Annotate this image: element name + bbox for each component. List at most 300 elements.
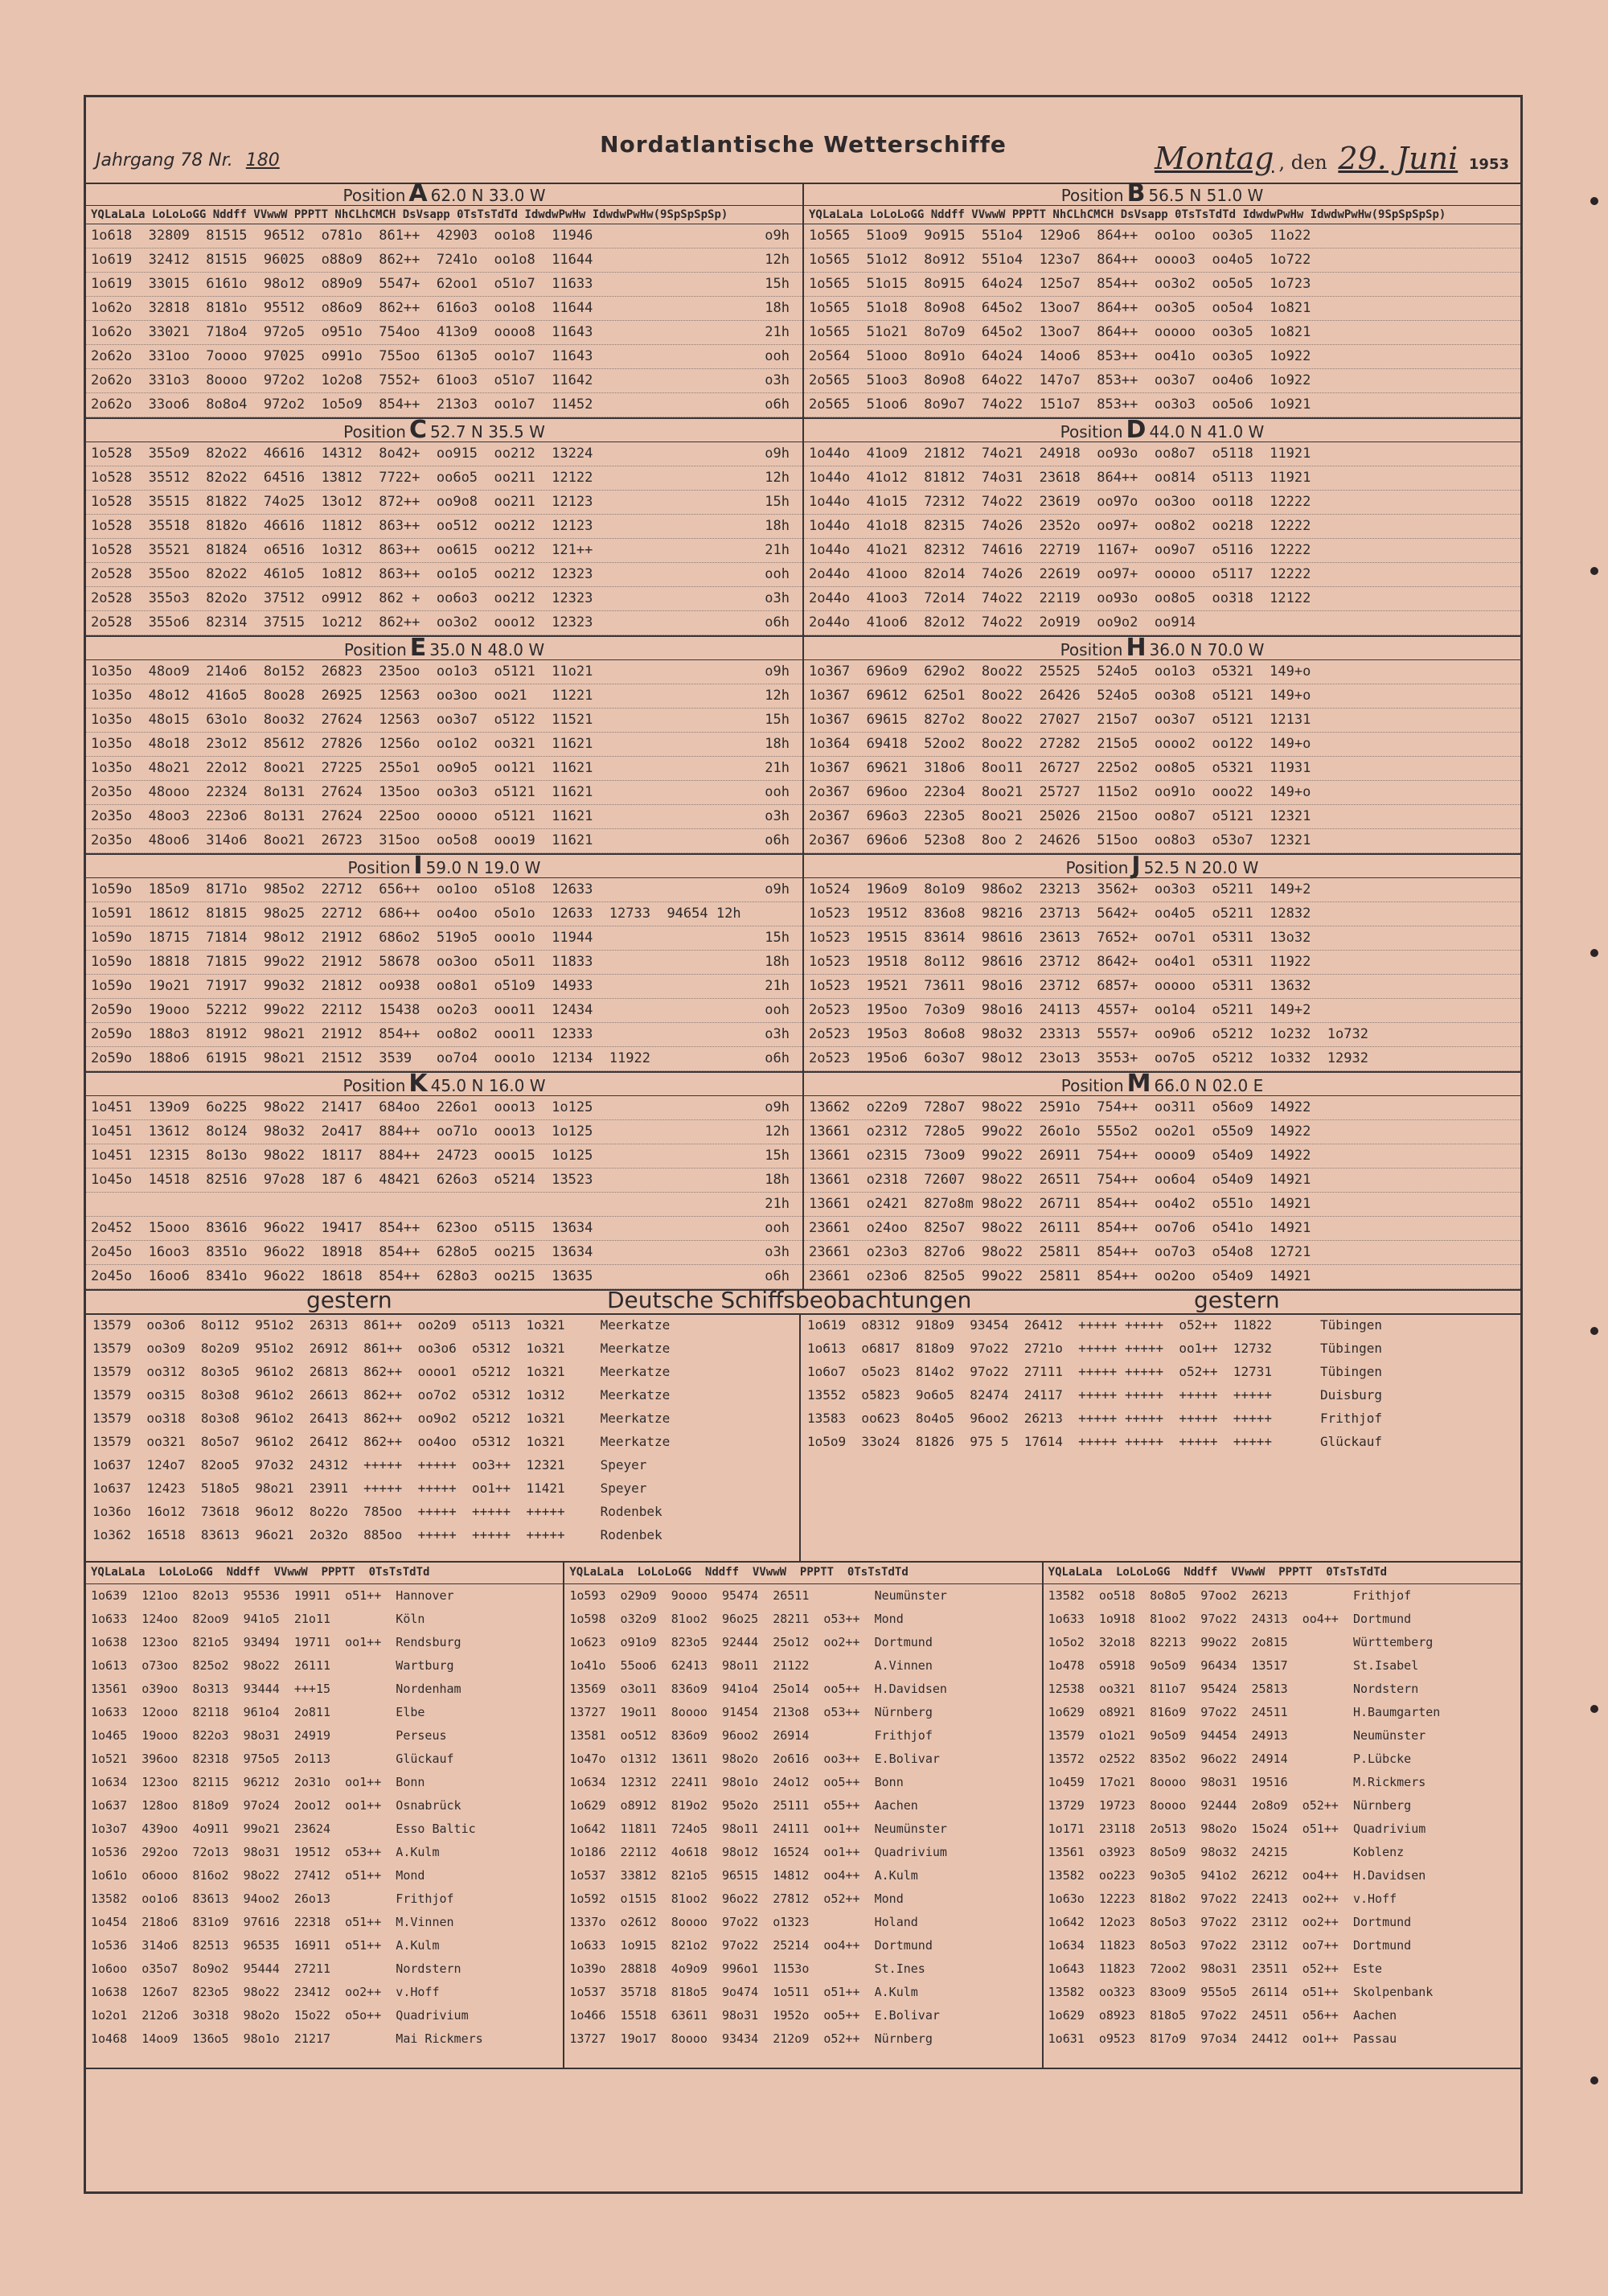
row-values: 2o367 696oo 223o4 8oo21 25727 115o2 oo91o ooo22 149+o xyxy=(809,784,1311,800)
obs-time: 15h xyxy=(765,712,790,728)
ship-name: Meerkatze xyxy=(600,1317,671,1333)
data-row xyxy=(804,1193,1520,1217)
issue-number: Jahrgang 78 Nr. 180 xyxy=(96,150,287,170)
ship-obs-left xyxy=(86,1313,799,1561)
row-values: 2o44o 41oo3 72o14 74o22 22119 oo93o oo8o5 oo318 12122 xyxy=(809,590,1311,606)
ship-observations xyxy=(86,1313,1520,1563)
obs-time: 12h xyxy=(765,252,790,268)
data-row xyxy=(804,1217,1520,1241)
data-row xyxy=(804,975,1520,999)
data-row xyxy=(804,345,1520,369)
data-row xyxy=(86,975,802,999)
obs-row: 1o41o 55oo6 62413 98o11 21122 A.Vinnen xyxy=(569,1658,933,1673)
land-col-2-header: YQLaLaLa LoLoLoGG Nddff VVwwW PPPTT 0TsTsTdTd xyxy=(564,1561,1041,1584)
position-d-block xyxy=(802,416,1520,635)
row-values: 2o35o 48oo3 223o6 8o131 27624 225oo ooooo o5121 11621 xyxy=(91,808,593,824)
row-values: 2o528 355o3 82o2o 37512 o9912 862 + oo6o3 oo212 12323 xyxy=(91,590,593,606)
obs-row: 13582 oo223 9o3o5 941o2 26212 oo4++ H.Davidsen xyxy=(1048,1868,1426,1883)
obs-row: 1o478 o5918 9o5o9 96434 13517 St.Isabel xyxy=(1048,1658,1419,1673)
obs-row: 1o642 11811 724o5 98o11 24111 oo1++ Neumünster xyxy=(569,1822,947,1836)
row-values: 23661 o24oo 825o7 98o22 26111 854++ oo7o6 o541o 14921 xyxy=(809,1220,1311,1236)
row-values: 2o62o 331o3 8oooo 972o2 1o2o8 7552+ 61oo3 o51o7 11642 xyxy=(91,372,593,388)
data-row xyxy=(804,393,1520,417)
obs-row: 1337o o2612 8oooo 97o22 o1323 Holand xyxy=(569,1915,918,1929)
ship-row xyxy=(86,1523,799,1546)
data-row xyxy=(86,878,802,902)
data-row xyxy=(804,539,1520,563)
position-label: Position xyxy=(343,1076,406,1095)
data-row xyxy=(86,1023,802,1047)
position-h-block xyxy=(802,634,1520,853)
obs-time: o6h xyxy=(765,832,790,848)
ship-values: 1o637 124o7 82oo5 97o32 24312 +++++ +++++ oo3++ 12321 xyxy=(92,1457,565,1472)
position-row xyxy=(86,634,1520,855)
land-col-3 xyxy=(1042,1561,1520,2068)
data-row xyxy=(86,393,802,417)
obs-row: 1o631 o9523 817o9 97o34 24412 oo1++ Passau xyxy=(1048,2031,1397,2046)
obs-row: 1o593 o29o9 9oooo 95474 26511 Neumünster xyxy=(569,1588,947,1603)
position-letter: H xyxy=(1126,634,1147,662)
row-values: 1o59o 185o9 8171o 985o2 22712 656++ oo1oo o51o8 12633 xyxy=(91,881,593,897)
obs-row: 1o186 22112 4o618 98o12 16524 oo1++ Quadrivium xyxy=(569,1845,947,1859)
row-values: 1o59o 19o21 71917 99o32 21812 oo938 oo8o1 o51o9 14933 xyxy=(91,978,593,994)
land-col-1 xyxy=(86,1561,563,2068)
ship-row xyxy=(801,1407,1520,1430)
ship-row xyxy=(86,1313,799,1337)
obs-time: o3h xyxy=(765,1026,790,1042)
data-row xyxy=(86,515,802,539)
obs-time: 21h xyxy=(765,1196,790,1212)
data-row xyxy=(804,321,1520,345)
ship-values: 13579 oo312 8o3o5 961o2 26813 862++ oooo1 o5212 1o321 xyxy=(92,1364,565,1379)
data-row xyxy=(86,829,802,853)
obs-row: 13582 oo1o6 83613 94oo2 26o13 Frithjof xyxy=(91,1891,454,1906)
ship-row xyxy=(86,1500,799,1523)
obs-row: 1o633 12ooo 82118 961o4 2o811 Elbe xyxy=(91,1705,425,1719)
row-values: 2o45o 16oo6 8341o 96o22 18618 854++ 628o3 oo215 13635 xyxy=(91,1268,593,1284)
row-values: 1o528 35518 8182o 46616 11812 863++ oo512 oo212 12123 xyxy=(91,518,593,534)
data-row xyxy=(804,611,1520,635)
obs-time: 21h xyxy=(765,978,790,994)
obs-time: o3h xyxy=(765,372,790,388)
column-header: YQLaLaLa LoLoLoGG Nddff VVwwW PPPTT NhCLhCMCH DsVsapp 0TsTsTdTd IdwdwPwHw IdwdwPwHw(9SpSpSpSp) xyxy=(86,206,802,224)
obs-row: 1o468 14oo9 136o5 98o1o 21217 Mai Rickmers xyxy=(91,2031,483,2046)
obs-row: 1o633 1o915 821o2 97o22 25214 oo4++ Dortmund xyxy=(569,1938,933,1953)
ship-name: Meerkatze xyxy=(600,1411,671,1426)
row-values: 2o35o 48ooo 22324 8o131 27624 135oo oo3o3 o5121 11621 xyxy=(91,784,593,800)
obs-time: ooh xyxy=(765,1002,790,1018)
obs-row: 12538 oo321 811o7 95424 25813 Nordstern xyxy=(1048,1682,1419,1696)
obs-time: o3h xyxy=(765,808,790,824)
data-row xyxy=(804,805,1520,829)
obs-row: 1o623 o91o9 823o5 92444 25o12 oo2++ Dortmund xyxy=(569,1635,933,1649)
row-values: 2o367 696o3 223o5 8oo21 25026 215oo oo8o7 o5121 12321 xyxy=(809,808,1311,824)
position-c-block xyxy=(86,416,802,635)
row-values: 2o528 355o6 82314 37515 1o212 862++ oo3o2 ooo12 12323 xyxy=(91,614,593,630)
report-frame xyxy=(84,95,1523,2194)
obs-time: o6h xyxy=(765,1268,790,1284)
ship-name: Rodenbek xyxy=(600,1527,662,1542)
obs-row: 1o634 12312 22411 98o1o 24o12 oo5++ Bonn xyxy=(569,1775,904,1789)
data-row xyxy=(804,587,1520,611)
position-letter: K xyxy=(408,1070,428,1098)
position-row xyxy=(86,1070,1520,1291)
obs-time: 15h xyxy=(765,276,790,292)
row-values: 1o44o 41o18 82315 74o26 2352o oo97+ oo8o2 oo218 12222 xyxy=(809,518,1311,534)
ship-name: Meerkatze xyxy=(600,1434,671,1449)
ship-values: 1o362 16518 83613 96o21 2o32o 885oo +++++ +++++ +++++ xyxy=(92,1527,565,1542)
data-row xyxy=(804,297,1520,321)
obs-row: 13561 o3923 8o5o9 98o32 24215 Koblenz xyxy=(1048,1845,1405,1859)
obs-row: 1o637 128oo 818o9 97o24 2oo12 oo1++ Osnabrück xyxy=(91,1798,461,1813)
row-values: 1o618 32809 81515 96512 o781o 861++ 42903 oo1o8 11946 xyxy=(91,228,593,244)
row-values: 1o528 355o9 82o22 46616 14312 8o42+ oo915 oo212 13224 xyxy=(91,446,593,462)
ship-name: Rodenbek xyxy=(600,1504,662,1519)
row-values: 1o44o 41o12 81812 74o31 23618 864++ oo814 o5113 11921 xyxy=(809,470,1311,486)
obs-row: 1o629 o8923 818o5 97o22 24511 o56++ Aachen xyxy=(1048,2008,1397,2023)
row-values: 1o35o 48o15 63o1o 8oo32 27624 12563 oo3o7 o5122 11521 xyxy=(91,712,593,728)
data-row xyxy=(86,733,802,757)
data-row xyxy=(804,1265,1520,1289)
row-values: 1o35o 48o12 416o5 8oo28 26925 12563 oo3oo oo21 11221 xyxy=(91,688,593,704)
position-i-block xyxy=(86,852,802,1071)
row-values: 1o35o 48o18 23o12 85612 27826 1256o oo1o2 oo321 11621 xyxy=(91,736,593,752)
position-letter: B xyxy=(1126,179,1146,207)
row-values: 2o59o 188o3 81912 98o21 21912 854++ oo8o2 ooo11 12333 xyxy=(91,1026,593,1042)
obs-row: 13729 19723 8oooo 92444 2o8o9 o52++ Nürnberg xyxy=(1048,1798,1412,1813)
obs-time: 15h xyxy=(765,930,790,946)
obs-time: 12h xyxy=(765,470,790,486)
data-row xyxy=(86,442,802,466)
data-row xyxy=(86,611,802,635)
row-values: 1o44o 41o15 72312 74o22 23619 oo97o oo3oo oo118 12222 xyxy=(809,494,1311,510)
row-values: 2o523 195oo 7o3o9 98o16 24113 4557+ oo1o4 o5211 149+2 xyxy=(809,1002,1311,1018)
obs-time: ooh xyxy=(765,784,790,800)
position-coords: 59.0 N 19.0 W xyxy=(425,858,541,877)
obs-row: 1o39o 28818 4o9o9 996o1 1153o St.Ines xyxy=(569,1961,925,1976)
data-row xyxy=(86,1120,802,1144)
obs-time: 18h xyxy=(765,1172,790,1188)
position-label: Position xyxy=(1060,640,1123,659)
obs-time: 21h xyxy=(765,760,790,776)
data-row xyxy=(86,1144,802,1169)
row-values: 1o45o 14518 82516 97o28 187 6 48421 626o3 o5214 13523 xyxy=(91,1172,593,1188)
position-title xyxy=(86,852,802,880)
obs-row: 1o536 292oo 72o13 98o31 19512 o53++ A.Kulm xyxy=(91,1845,440,1859)
row-values: 1o565 51o18 8o9o8 645o2 13oo7 864++ oo3o5 oo5o4 1o821 xyxy=(809,300,1311,316)
obs-time: o6h xyxy=(765,1050,790,1066)
obs-time: 18h xyxy=(765,518,790,534)
land-observations xyxy=(86,1561,1520,2069)
data-row xyxy=(86,466,802,491)
ship-row xyxy=(86,1383,799,1407)
obs-row: 1o634 11823 8o5o3 97o22 23112 oo7++ Dortmund xyxy=(1048,1938,1412,1953)
data-row xyxy=(86,757,802,781)
obs-time: ooh xyxy=(765,348,790,364)
row-values: 2o59o 188o6 61915 98o21 21512 3539 oo7o4 ooo1o 12134 11922 xyxy=(91,1050,650,1066)
ship-values: 1o619 o8312 918o9 93454 26412 +++++ +++++ o52++ 11822 xyxy=(807,1317,1272,1333)
row-values: 2o523 195o6 6o3o7 98o12 23o13 3553+ oo7o5 o5212 1o332 12932 xyxy=(809,1050,1368,1066)
row-values: 1o528 35521 81824 o6516 1o312 863++ oo615 oo212 121++ xyxy=(91,542,593,558)
ship-name: Frithjof xyxy=(1319,1411,1383,1426)
row-values: 2o565 51oo3 8o9o8 64o22 147o7 853++ oo3o7 oo4o6 1o922 xyxy=(809,372,1311,388)
obs-row: 1o613 o73oo 825o2 98o22 26111 Wartburg xyxy=(91,1658,454,1673)
row-values: 2o564 51ooo 8o91o 64o24 14oo6 853++ oo41o oo3o5 1o922 xyxy=(809,348,1311,364)
ship-values: 13579 oo321 8o5o7 961o2 26412 862++ oo4oo o5312 1o321 xyxy=(92,1434,565,1449)
obs-time: o6h xyxy=(765,396,790,413)
position-m-block xyxy=(802,1070,1520,1289)
row-values: 1o44o 41oo9 21812 74o21 24918 oo93o oo8o7 o5118 11921 xyxy=(809,446,1311,462)
year: 1953 xyxy=(1468,156,1509,173)
obs-row: 1o63o 12223 818o2 97o22 22413 oo2++ v.Hoff xyxy=(1048,1891,1397,1906)
position-letter: J xyxy=(1131,852,1141,880)
obs-row: 1o633 1o918 81oo2 97o22 24313 oo4++ Dortmund xyxy=(1048,1612,1412,1626)
obs-row: 1o6oo o35o7 8o9o2 95444 27211 Nordstern xyxy=(91,1961,461,1976)
data-row xyxy=(86,587,802,611)
row-values: 1o619 33015 6161o 98o12 o89o9 5547+ 62oo1 o51o7 11633 xyxy=(91,276,593,292)
row-values: 1o35o 48o21 22o12 8oo21 27225 255o1 oo9o5 oo121 11621 xyxy=(91,760,593,776)
row-values: 1o62o 33021 718o4 972o5 o951o 754oo 413o9 oooo8 11643 xyxy=(91,324,593,340)
data-row xyxy=(804,926,1520,951)
obs-row: 13581 oo512 836o9 96oo2 26914 Frithjof xyxy=(569,1728,933,1743)
data-row xyxy=(804,273,1520,297)
row-values: 2o528 355oo 82o22 461o5 1o812 863++ oo1o5 oo212 12323 xyxy=(91,566,593,582)
data-row xyxy=(804,999,1520,1023)
row-values: 1o619 32412 81515 96025 o88o9 862++ 7241o oo1o8 11644 xyxy=(91,252,593,268)
obs-time: 21h xyxy=(765,542,790,558)
data-row xyxy=(86,491,802,515)
data-row xyxy=(804,491,1520,515)
obs-row: 1o643 11823 72oo2 98o31 23511 o52++ Este xyxy=(1048,1961,1383,1976)
punch-hole xyxy=(1590,949,1598,957)
data-row xyxy=(804,442,1520,466)
position-letter: C xyxy=(408,416,428,444)
ship-name: Tübingen xyxy=(1319,1341,1383,1356)
obs-row: 1o638 123oo 821o5 93494 19711 oo1++ Rendsburg xyxy=(91,1635,461,1649)
ship-obs-title: Deutsche Schiffsbeobachtungen xyxy=(607,1287,972,1313)
ship-name: Duisburg xyxy=(1319,1387,1383,1403)
position-label: Position xyxy=(1060,422,1123,442)
position-title xyxy=(804,1070,1520,1098)
position-title xyxy=(804,634,1520,662)
obs-time: o9h xyxy=(765,446,790,462)
obs-time: o3h xyxy=(765,1244,790,1260)
obs-row: 1o459 17o21 8oooo 98o31 19516 M.Rickmers xyxy=(1048,1775,1426,1789)
position-title xyxy=(804,852,1520,880)
position-title xyxy=(86,634,802,662)
obs-time: 12h xyxy=(765,1123,790,1140)
obs-row: 1o642 12o23 8o5o3 97o22 23112 oo2++ Dortmund xyxy=(1048,1915,1412,1929)
position-title xyxy=(804,179,1520,207)
data-row xyxy=(86,539,802,563)
obs-row: 1o454 218o6 831o9 97616 22318 o51++ M.Vinnen xyxy=(91,1915,454,1929)
position-coords: 52.5 N 20.0 W xyxy=(1143,858,1259,877)
row-values: 2o45o 16oo3 8351o 96o22 18918 854++ 628o5 oo215 13634 xyxy=(91,1244,593,1260)
data-row xyxy=(86,563,802,587)
ship-name: Tübingen xyxy=(1319,1317,1383,1333)
obs-row: 1o521 396oo 82318 975o5 2o113 Glückauf xyxy=(91,1752,454,1766)
data-row xyxy=(804,684,1520,709)
row-values: 1o367 696o9 629o2 8oo22 25525 524o5 oo1o3 o5321 149+o xyxy=(809,663,1311,680)
position-label: Position xyxy=(343,186,406,205)
data-row xyxy=(86,709,802,733)
ship-values: 13579 oo3o9 8o2o9 951o2 26912 861++ oo3o6 o5312 1o321 xyxy=(92,1341,565,1356)
data-row xyxy=(804,515,1520,539)
data-row xyxy=(86,321,802,345)
issue-number-value: 180 xyxy=(245,150,280,170)
ship-values: 13583 oo623 8o4o5 96oo2 26213 +++++ +++++ +++++ +++++ xyxy=(807,1411,1272,1426)
obs-row: 1o2o1 212o6 3o318 98o2o 15o22 o5o++ Quadrivium xyxy=(91,2008,469,2023)
obs-time: 15h xyxy=(765,494,790,510)
position-row xyxy=(86,852,1520,1073)
obs-time: 12h xyxy=(765,688,790,704)
row-values: 2o44o 41ooo 82o14 74o26 22619 oo97+ ooooo o5117 12222 xyxy=(809,566,1311,582)
ship-values: 1o5o9 33o24 81826 975 5 17614 +++++ +++++ +++++ +++++ xyxy=(807,1434,1272,1449)
ship-values: 1o613 o6817 818o9 97o22 2721o +++++ +++++ oo1++ 12732 xyxy=(807,1341,1272,1356)
data-row xyxy=(86,297,802,321)
position-coords: 66.0 N 02.0 E xyxy=(1154,1076,1264,1095)
row-values: 1o523 19521 73611 98o16 23712 6857+ ooooo o5311 13632 xyxy=(809,978,1311,994)
data-row xyxy=(804,1120,1520,1144)
data-row xyxy=(804,1047,1520,1071)
obs-time: o9h xyxy=(765,881,790,897)
obs-time: 18h xyxy=(765,954,790,970)
data-row xyxy=(86,660,802,684)
punch-hole xyxy=(1590,567,1598,575)
data-row xyxy=(86,951,802,975)
obs-row: 1o47o o1312 13611 98o2o 2o616 oo3++ E.Bolivar xyxy=(569,1752,940,1766)
obs-time: 21h xyxy=(765,324,790,340)
data-row xyxy=(86,684,802,709)
ship-name: Meerkatze xyxy=(600,1341,671,1356)
position-letter: I xyxy=(413,852,423,880)
obs-row: 1o598 o32o9 81oo2 96o25 28211 o53++ Mond xyxy=(569,1612,904,1626)
data-row xyxy=(804,563,1520,587)
position-coords: 52.7 N 35.5 W xyxy=(430,422,545,442)
punch-hole xyxy=(1590,1327,1598,1335)
obs-row: 1o61o o6ooo 816o2 98o22 27412 o51++ Mond xyxy=(91,1868,425,1883)
ship-row xyxy=(86,1453,799,1477)
position-title xyxy=(86,1070,802,1098)
ship-obs-right xyxy=(799,1313,1520,1561)
row-values: 1o367 69615 827o2 8oo22 27027 215o7 oo3o7 o5121 12131 xyxy=(809,712,1311,728)
obs-time: o9h xyxy=(765,228,790,244)
row-values: 1o451 13612 8o124 98o32 2o417 884++ oo71o ooo13 1o125 xyxy=(91,1123,593,1140)
data-row xyxy=(804,248,1520,273)
data-row xyxy=(804,781,1520,805)
data-row xyxy=(86,1241,802,1265)
obs-row: 1o629 o8912 819o2 95o2o 25111 o55++ Aachen xyxy=(569,1798,918,1813)
obs-time: ooh xyxy=(765,1220,790,1236)
obs-row: 1o536 314o6 82513 96535 16911 o51++ A.Kulm xyxy=(91,1938,440,1953)
position-coords: 56.5 N 51.0 W xyxy=(1148,186,1264,205)
position-label: Position xyxy=(347,858,411,877)
row-values: 1o451 12315 8o13o 98o22 18117 884++ 24723 ooo15 1o125 xyxy=(91,1148,593,1164)
obs-row: 1o629 o8921 816o9 97o22 24511 H.Baumgarten xyxy=(1048,1705,1441,1719)
obs-row: 1o638 126o7 823o5 98o22 23412 oo2++ v.Hoff xyxy=(91,1985,440,1999)
page-title: Nordatlantische Wetterschiffe xyxy=(600,131,1007,158)
position-row xyxy=(86,179,1520,419)
data-row xyxy=(86,345,802,369)
data-row xyxy=(804,466,1520,491)
data-row xyxy=(804,829,1520,853)
position-label: Position xyxy=(1060,186,1124,205)
position-a-block xyxy=(86,179,802,417)
data-row xyxy=(86,805,802,829)
row-values: 1o528 35512 82o22 64516 13812 7722+ oo6o5 oo211 12122 xyxy=(91,470,593,486)
obs-row: 13579 o1o21 9o5o9 94454 24913 Neumünster xyxy=(1048,1728,1426,1743)
data-row xyxy=(86,1265,802,1289)
obs-row: 1o537 35718 818o5 9o474 1o511 o51++ A.Kulm xyxy=(569,1985,918,1999)
row-values: 1o591 18612 81815 98o25 22712 686++ oo4oo o5o1o 12633 12733 94654 12h xyxy=(91,906,741,922)
data-row xyxy=(804,951,1520,975)
data-row xyxy=(804,369,1520,393)
data-row xyxy=(804,224,1520,248)
position-title xyxy=(86,179,802,207)
obs-time: 18h xyxy=(765,300,790,316)
data-row xyxy=(86,926,802,951)
obs-row: 1o171 23118 2o513 98o2o 15o24 o51++ Quadrivium xyxy=(1048,1822,1426,1836)
data-row xyxy=(86,273,802,297)
obs-row: 1o634 123oo 82115 96212 2o31o oo1++ Bonn xyxy=(91,1775,425,1789)
ship-row xyxy=(801,1383,1520,1407)
row-values: 1o367 69612 625o1 8oo22 26426 524o5 oo3o8 o5121 149+o xyxy=(809,688,1311,704)
row-values: 1o528 35515 81822 74o25 13o12 872++ oo9o8 oo211 12123 xyxy=(91,494,593,510)
data-row xyxy=(86,1217,802,1241)
row-values: 2o59o 19ooo 52212 99o22 22112 15438 oo2o3 ooo11 12434 xyxy=(91,1002,593,1018)
position-label: Position xyxy=(343,640,407,659)
position-coords: 35.0 N 48.0 W xyxy=(429,640,545,659)
ship-values: 13552 o5823 9o6o5 82474 24117 +++++ +++++ +++++ +++++ xyxy=(807,1387,1272,1403)
obs-row: 1o633 124oo 82oo9 941o5 21o11 Köln xyxy=(91,1612,425,1626)
ship-values: 13579 oo315 8o3o8 961o2 26613 862++ oo7o2 o5312 1o312 xyxy=(92,1387,565,1403)
obs-time: o9h xyxy=(765,663,790,680)
data-row xyxy=(86,224,802,248)
column-header: YQLaLaLa LoLoLoGG Nddff VVwwW PPPTT NhCLhCMCH DsVsapp 0TsTsTdTd IdwdwPwHw IdwdwPwHw(9SpSpSpSp) xyxy=(804,206,1520,224)
obs-row: 1o5o2 32o18 82213 99o22 2o815 Württemberg xyxy=(1048,1635,1434,1649)
position-letter: A xyxy=(408,179,428,207)
position-label: Position xyxy=(343,422,406,442)
position-e-block xyxy=(86,634,802,853)
data-row xyxy=(804,733,1520,757)
data-row xyxy=(86,781,802,805)
data-row xyxy=(804,1241,1520,1265)
obs-row: 13582 oo518 8o8o5 97oo2 26213 Frithjof xyxy=(1048,1588,1412,1603)
row-values: 1o524 196o9 8o1o9 986o2 23213 3562+ oo3o3 o5211 149+2 xyxy=(809,881,1311,897)
position-title xyxy=(804,416,1520,444)
obs-time: 18h xyxy=(765,736,790,752)
ship-name: Tübingen xyxy=(1319,1364,1383,1379)
obs-row: 13582 oo323 83oo9 955o5 26114 o51++ Skolpenbank xyxy=(1048,1985,1434,1999)
weather-ship-grid xyxy=(86,179,1520,1291)
data-row xyxy=(86,248,802,273)
report-header xyxy=(86,97,1520,184)
den-label: , den xyxy=(1278,151,1327,174)
obs-row: 1o639 121oo 82o13 95536 19911 o51++ Hannover xyxy=(91,1588,454,1603)
obs-time: o9h xyxy=(765,1099,790,1115)
row-values: 1o523 19518 8o112 98616 23712 8642+ oo4o1 o5311 11922 xyxy=(809,954,1311,970)
data-row xyxy=(86,999,802,1023)
row-values: 1o523 19515 83614 98616 23613 7652+ oo7o1 o5311 13o32 xyxy=(809,930,1311,946)
ship-row xyxy=(86,1337,799,1360)
data-row xyxy=(804,660,1520,684)
obs-row: 13727 19o17 8oooo 93434 212o9 o52++ Nürnberg xyxy=(569,2031,933,2046)
gestern-right: gestern xyxy=(1194,1287,1280,1313)
ship-name: Glückauf xyxy=(1319,1434,1383,1449)
row-values: 2o452 15ooo 83616 96o22 19417 854++ 623oo o5115 13634 xyxy=(91,1220,593,1236)
data-row xyxy=(804,709,1520,733)
position-coords: 44.0 N 41.0 W xyxy=(1149,422,1265,442)
